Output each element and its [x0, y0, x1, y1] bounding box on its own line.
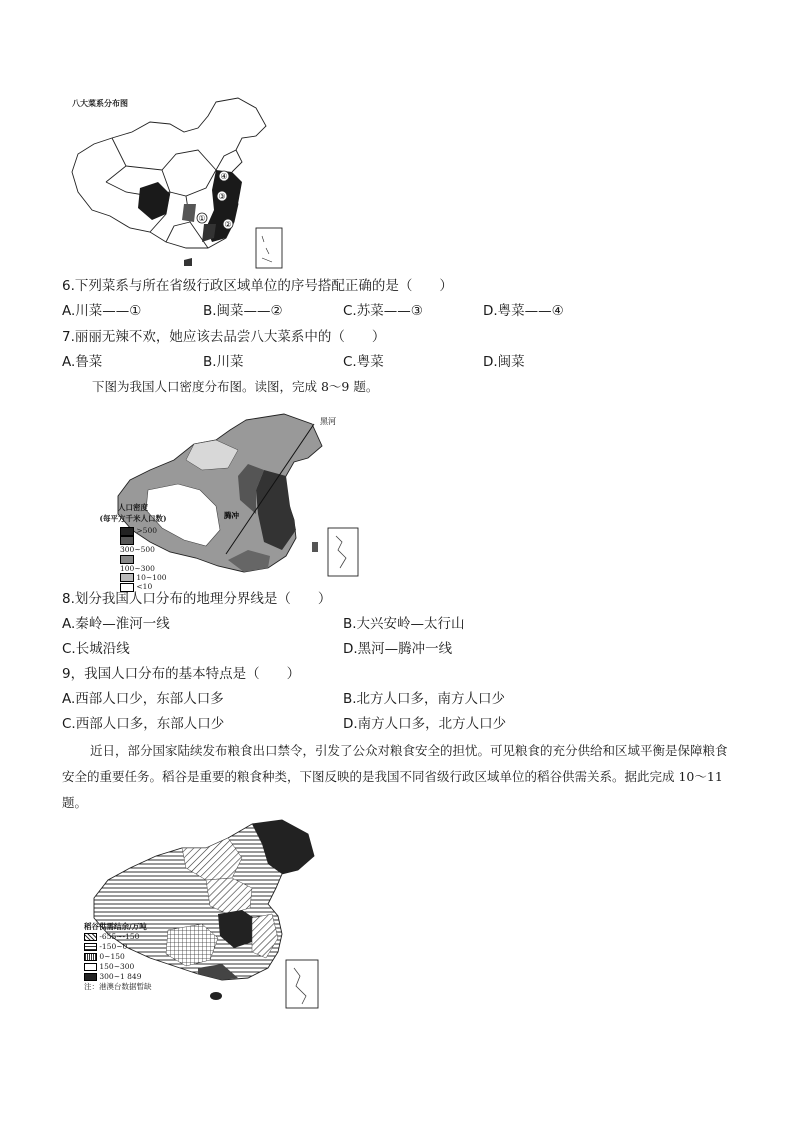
legend-item: >500 — [120, 526, 170, 536]
question-6-option-b[interactable]: B.闽菜——② — [203, 303, 283, 319]
legend-item: -655~-150 — [84, 932, 204, 942]
legend-item: -150~0 — [84, 942, 204, 952]
legend-item: <10 — [120, 582, 170, 592]
question-7-option-a[interactable]: A.鲁菜 — [62, 354, 103, 370]
intro-questions-10-11: 近日，部分国家陆续发布粮食出口禁令，引发了公众对粮食安全的担忧。可见粮食的充分供给和区域平衡是保障粮食安全的重要任务。稻谷是重要的粮食种类，下图反映的是我国不同省级行政区域单位的稻谷供需关系。据此完成 10～11 题。 — [62, 743, 728, 810]
question-6-option-a[interactable]: A.川菜——① — [62, 303, 142, 319]
intro-questions-8-9: 下图为我国人口密度分布图。读图，完成 8～9 题。 — [92, 379, 379, 394]
question-7-option-b[interactable]: B.川菜 — [203, 354, 244, 370]
question-6-stem: 6.下列菜系与所在省级行政区域单位的序号搭配正确的是（ ） — [62, 278, 453, 294]
question-8-option-a[interactable]: A.秦岭—淮河一线 — [62, 616, 170, 632]
question-9-option-c[interactable]: C.西部人口多，东部人口少 — [62, 716, 225, 732]
question-8-option-d[interactable]: D.黑河—腾冲一线 — [343, 641, 453, 657]
legend-note: 注：港澳台数据暂缺 — [84, 982, 152, 991]
question-9-option-b[interactable]: B.北方人口多，南方人口少 — [343, 691, 506, 707]
rice-legend — [84, 922, 204, 992]
legend-item: 100~300 — [120, 554, 170, 573]
legend-item: 300~500 — [120, 536, 170, 555]
population-legend — [96, 502, 170, 592]
legend-item: 10~100 — [120, 573, 170, 583]
question-7-option-c[interactable]: C.粤菜 — [343, 354, 384, 370]
question-6-option-d[interactable]: D.粤菜——④ — [483, 303, 564, 319]
svg-text:②: ② — [224, 220, 232, 229]
question-8-option-c[interactable]: C.长城沿线 — [62, 641, 130, 657]
legend-title: 人口密度 — [118, 503, 148, 512]
question-8-stem: 8.划分我国人口分布的地理分界线是（ ） — [62, 591, 332, 607]
question-9-option-a[interactable]: A.西部人口少，东部人口多 — [62, 691, 224, 707]
svg-text:④: ④ — [220, 172, 228, 181]
rice-supply-demand-map — [82, 818, 332, 1012]
population-density-map — [88, 410, 370, 591]
legend-item: 300~1 849 — [84, 972, 204, 982]
question-9-stem: 9，我国人口分布的基本特点是（ ） — [62, 666, 301, 682]
svg-text:黑河: 黑河 — [320, 417, 336, 426]
legend-item: 150~300 — [84, 962, 204, 972]
question-8-option-b[interactable]: B.大兴安岭—太行山 — [343, 616, 465, 632]
question-6-option-c[interactable]: C.苏菜——③ — [343, 303, 423, 319]
hainan-island — [210, 992, 222, 1000]
china-outline-map — [66, 92, 306, 272]
legend-subtitle: (每平方千米人口数) — [99, 514, 167, 523]
hunan-region — [182, 204, 196, 222]
svg-text:③: ③ — [218, 192, 226, 201]
cuisine-distribution-map — [66, 92, 306, 272]
question-7-stem: 7.丽丽无辣不欢，她应该去品尝八大菜系中的（ ） — [62, 329, 386, 345]
legend-item: 0~150 — [84, 952, 204, 962]
map-title: 八大菜系分布图 — [72, 99, 128, 108]
question-7-option-d[interactable]: D.闽菜 — [483, 354, 525, 370]
svg-text:腾冲: 腾冲 — [224, 511, 239, 520]
hainan-island — [184, 258, 192, 266]
svg-text:①: ① — [198, 214, 206, 223]
legend-title: 稻谷供需结余/万吨 — [84, 922, 147, 931]
sichuan-region — [138, 182, 170, 220]
question-9-option-d[interactable]: D.南方人口多，北方人口少 — [343, 716, 507, 732]
